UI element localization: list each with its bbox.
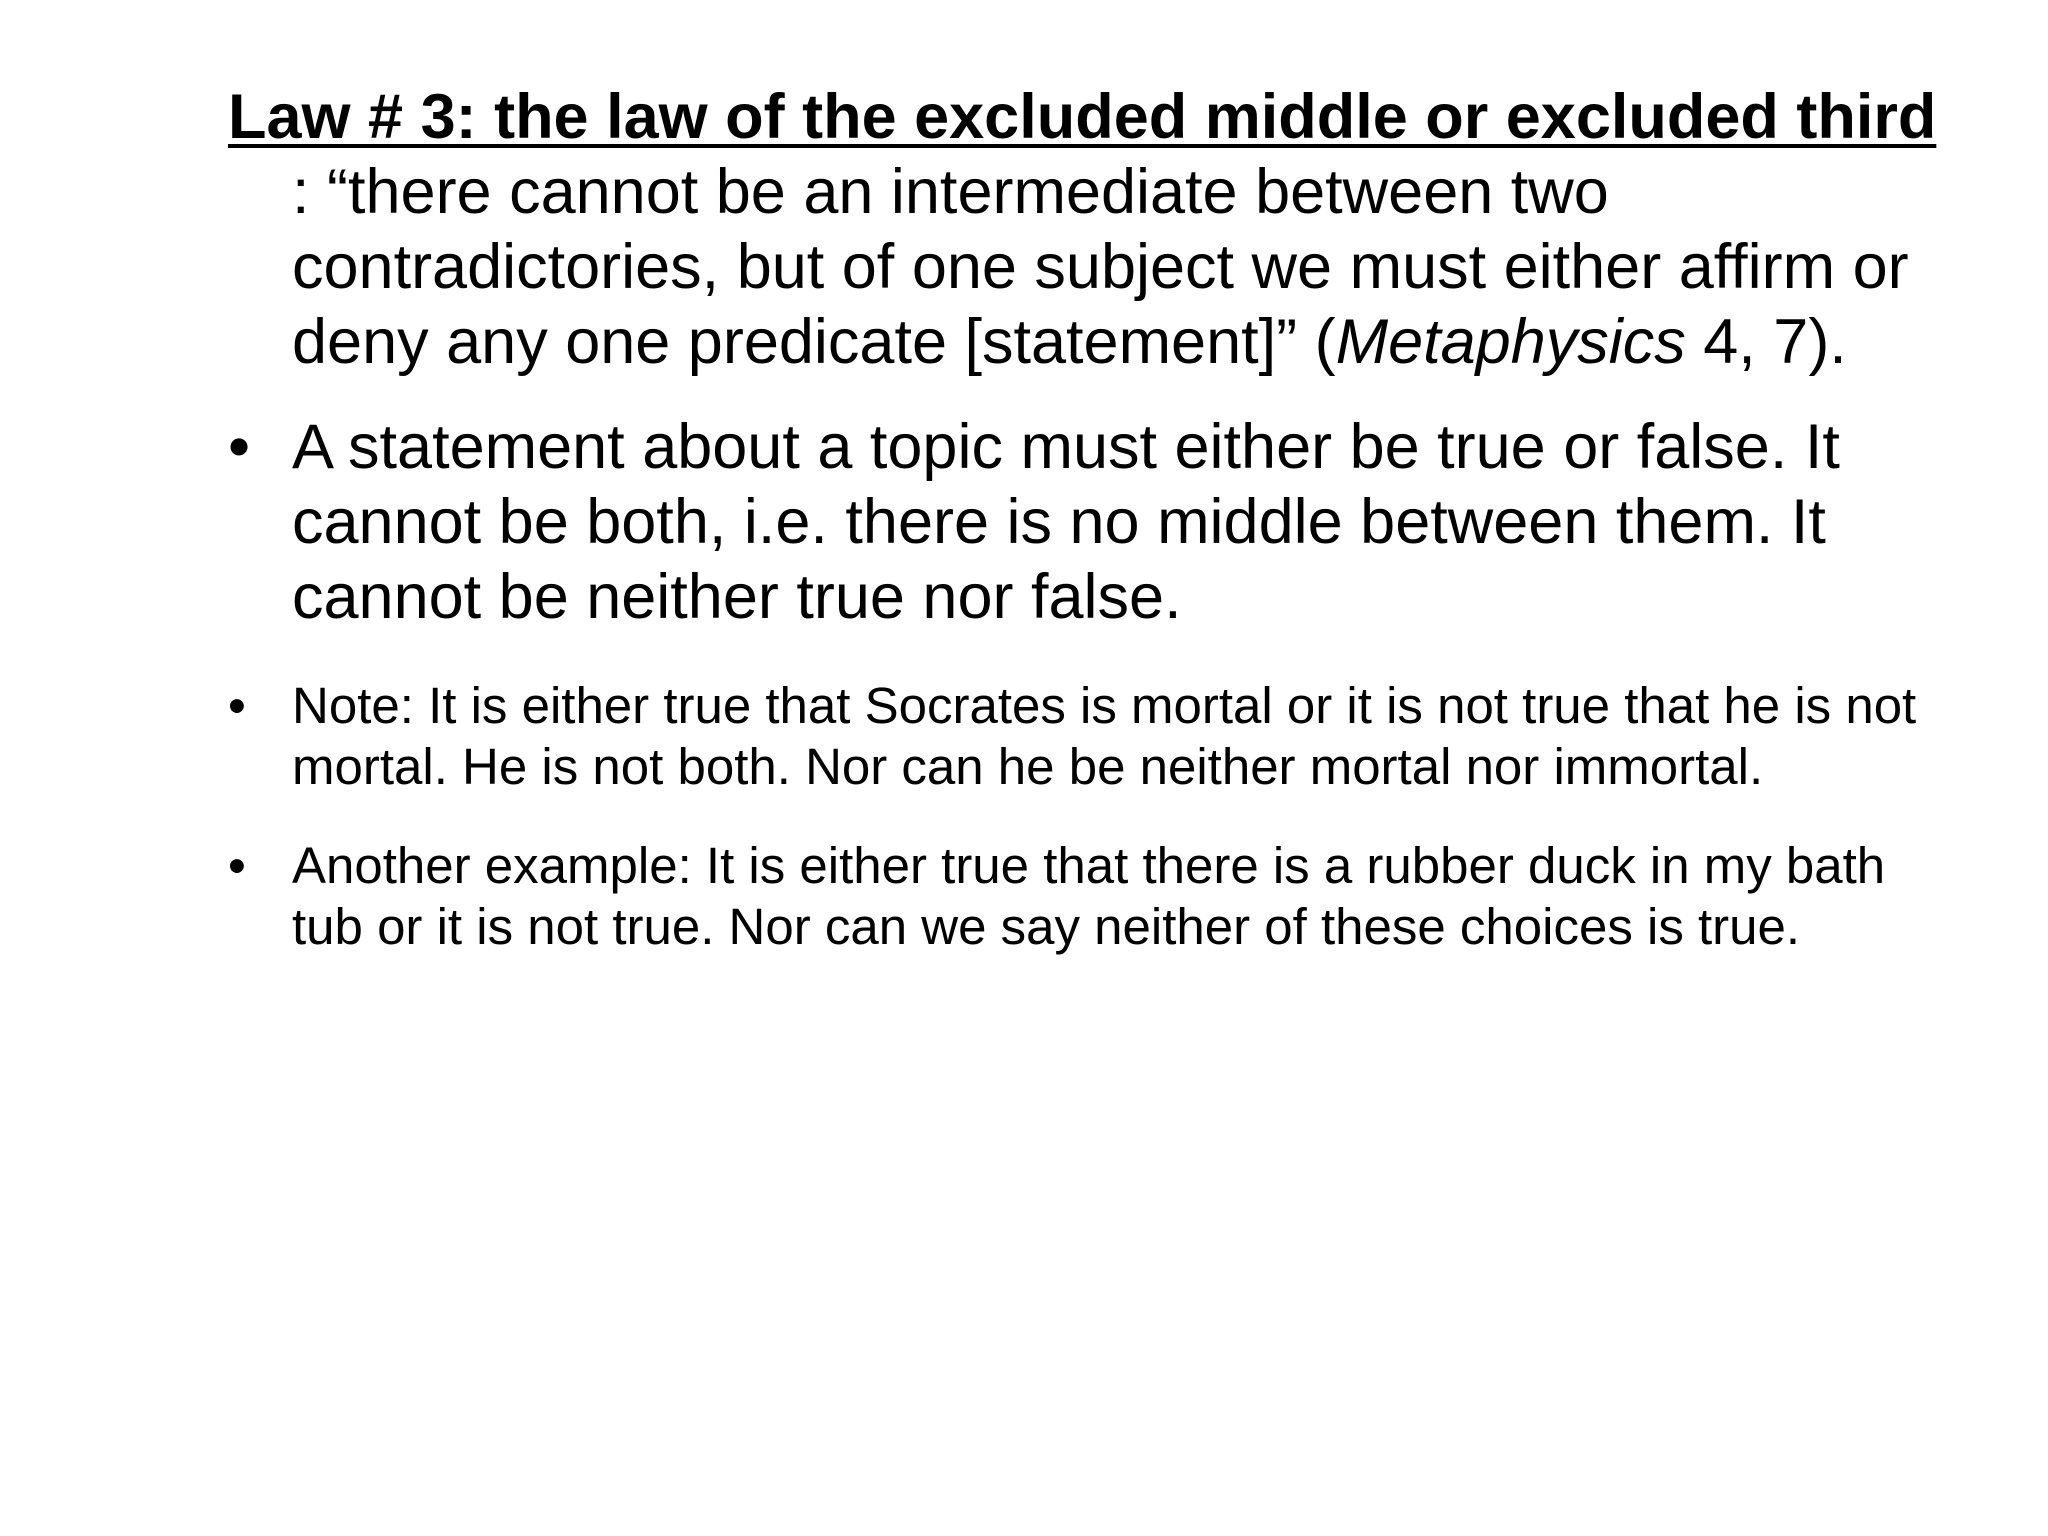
law-source-ref: 4, 7). — [1685, 307, 1847, 377]
bullet-text: Another example: It is either true that there is a rubber duck in my bath tub or it is not true. Nor can we say neither of these choices is true. — [292, 837, 1886, 955]
bullet-item-socrates-note — [228, 675, 1948, 797]
bullet-icon: • — [228, 837, 246, 894]
bullet-list — [228, 410, 1948, 957]
bullet-text: A statement about a topic must either be true or false. It cannot be both, i.e. there is no middle between them. It cannot be neither true nor false. — [292, 412, 1840, 632]
bullet-icon: • — [228, 677, 246, 734]
law-quote: : “there cannot be an intermediate between two contradictories, but of one subject we must either affirm or deny any one predicate [statement]” ( — [292, 157, 1909, 377]
bullet-item-true-or-false — [228, 410, 1948, 635]
bullet-icon: • — [228, 412, 251, 482]
bullet-text: Note: It is either true that Socrates is mortal or it is not true that he is not mortal. He is not both. Nor can he be neither mortal nor immortal. — [292, 677, 1917, 795]
law-statement — [228, 80, 1948, 380]
slide-content — [228, 80, 1948, 957]
law-title: Law # 3: the law of the excluded middle or excluded third — [228, 82, 1937, 152]
bullet-item-rubber-duck-example — [228, 835, 1948, 957]
law-source-work: Metaphysics — [1335, 307, 1686, 377]
